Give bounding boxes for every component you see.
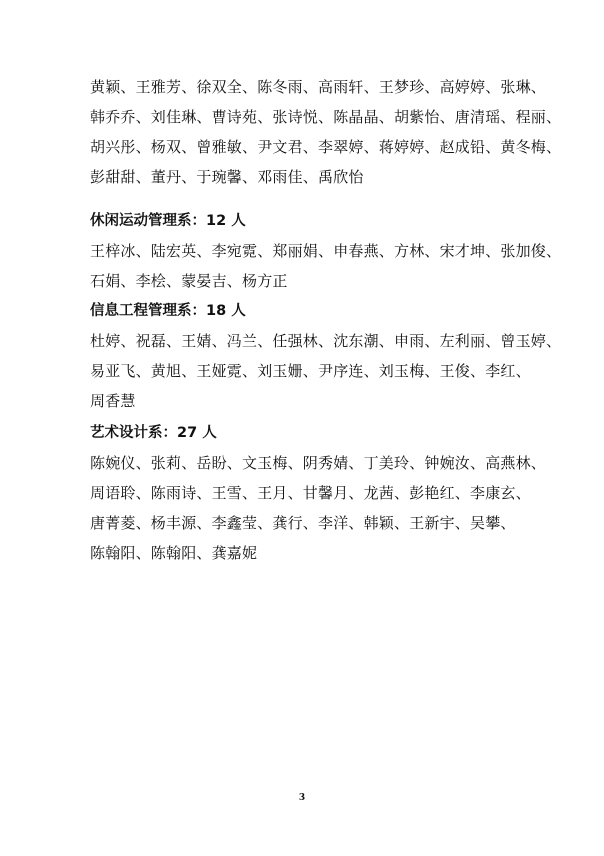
name-list-line: 彭甜甜、董丹、于琬馨、邓雨佳、禹欣怡 xyxy=(90,168,364,186)
name-list-line: 石娟、李桧、蒙晏吉、杨方正 xyxy=(90,272,288,290)
name-list-line: 易亚飞、黄旭、王娅霓、刘玉姗、尹序连、刘玉梅、王俊、李红、 xyxy=(90,362,531,380)
section-information-engineering xyxy=(90,296,562,416)
document-body xyxy=(90,72,562,568)
name-list-line: 陈翰阳、陈翰阳、龚嘉妮 xyxy=(90,544,258,562)
section-heading: 信息工程管理系：18 人 xyxy=(90,303,246,319)
name-list-line: 唐菁菱、杨丰源、李鑫莹、龚行、李洋、韩颖、王新宇、吴攀、 xyxy=(90,514,516,532)
section-art-design xyxy=(90,418,547,568)
name-list-line: 黄颖、王雅芳、徐双全、陈冬雨、高雨轩、王梦珍、高婷婷、张琳、 xyxy=(90,78,547,96)
intro-name-list xyxy=(90,72,562,192)
name-list-line: 陈婉仪、张莉、岳盼、文玉梅、阴秀婧、丁美玲、钟婉汝、高燕林、 xyxy=(90,454,547,472)
name-list-line: 周香慧 xyxy=(90,392,136,410)
name-list-line: 韩乔乔、刘佳琳、曹诗苑、张诗悦、陈晶晶、胡紫怡、唐清瑶、程丽、 xyxy=(90,108,562,126)
section-heading: 艺术设计系：27 人 xyxy=(90,425,217,441)
name-list-line: 杜婷、祝磊、王婧、冯兰、任强林、沈东潮、申雨、左利丽、曾玉婷、 xyxy=(90,332,562,350)
name-list-line: 周语聆、陈雨诗、王雪、王月、甘馨月、龙茜、彭艳红、李康玄、 xyxy=(90,484,531,502)
section-heading: 休闲运动管理系：12 人 xyxy=(90,213,246,229)
name-list-line: 胡兴彤、杨双、曾雅敏、尹文君、李翠婷、蒋婷婷、赵成铅、黄冬梅、 xyxy=(90,138,562,156)
name-list-line: 王梓冰、陆宏英、李宛霓、郑丽娟、申春燕、方林、宋才坤、张加俊、 xyxy=(90,242,562,260)
section-leisure-sports xyxy=(90,206,562,296)
page-number: 3 xyxy=(298,793,306,803)
